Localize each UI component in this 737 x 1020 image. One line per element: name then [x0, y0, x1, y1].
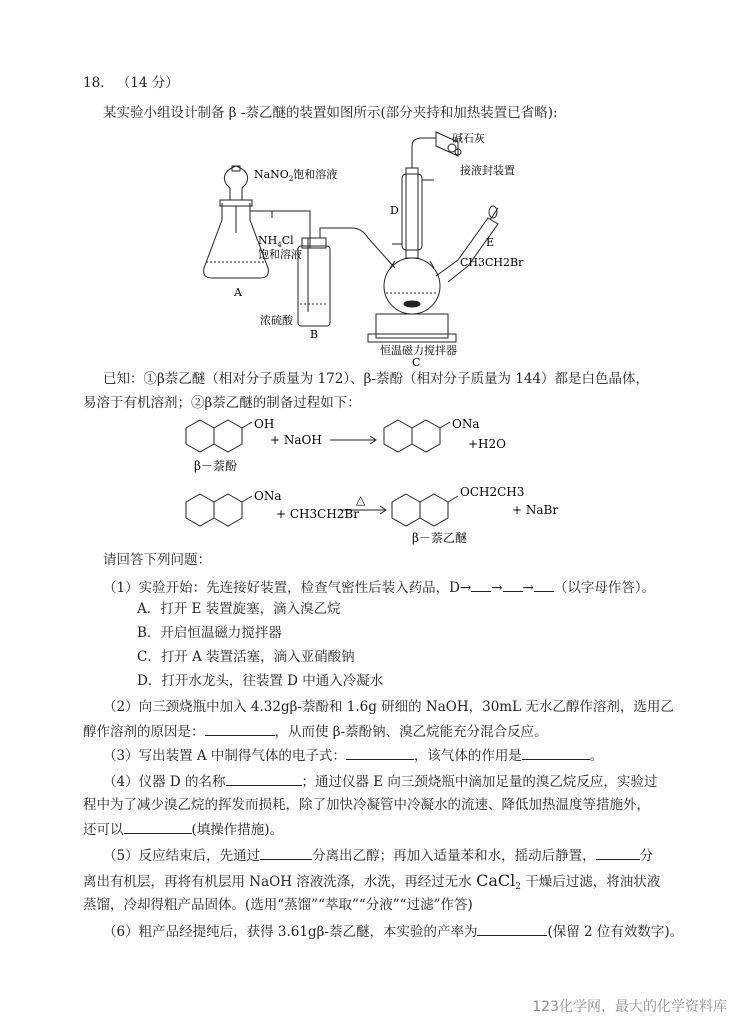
seal-label: 接液封装置 [460, 164, 515, 177]
stirrer-label: 恒温磁力搅拌器 [380, 344, 457, 357]
reaction-scheme [180, 412, 580, 548]
known-line-1: 已知：①β萘乙醚（相对分子质量为 172）、β-萘酚（相对分子质量为 144）都是白色晶体， [103, 371, 650, 387]
naphthyl-ether-structure [392, 494, 458, 526]
q1-blank-3[interactable] [534, 578, 554, 592]
known-line-2: 易溶于有机溶剂；②β萘乙醚的制备过程如下： [83, 395, 361, 411]
naphthyl-ether-label: β－萘乙醚 [412, 531, 467, 545]
q1-option-c: C．打开 A 装置活塞，滴入亚硝酸钠 [137, 649, 355, 665]
tube-b-c [320, 228, 395, 268]
nabr-label: + NaBr [512, 503, 559, 517]
site-footer: 123化学网，最大的化学资料库 [532, 999, 727, 1015]
q1-line: （1）实验开始：先连接好装置，检查气密性后装入药品，D→ → → （以字母作答）。 [103, 580, 656, 596]
water-label: +H2O [468, 437, 506, 451]
naoh-label: + NaOH [270, 433, 322, 447]
tube-a-b [250, 211, 272, 218]
question-intro: 某实验小组设计制备 β -萘乙醚的装置如图所示(部分夹持和加热装置已省略): [103, 105, 558, 121]
och2ch3-label: OCH2CH3 [460, 485, 525, 499]
label-d: D [390, 204, 399, 217]
nh4cl-label: $NH_4Cl$ [258, 234, 294, 249]
oh-label: OH [254, 417, 275, 431]
q5-line-1: （5）反应结束后，先通过 分离出乙醇；再加入适量苯和水，摇动后静置， 分 [103, 848, 654, 864]
q2-line-2: 醇作溶剂的原因是： ，从而使 β-萘酚钠、溴乙烷能充分混合反应。 [83, 724, 548, 740]
q1-option-b: B．开启恒温磁力搅拌器 [137, 625, 282, 641]
ona-label-1: ONa [452, 417, 480, 431]
q2-blank[interactable] [205, 722, 275, 736]
heat-label: △ [356, 493, 366, 507]
q1-blank-1[interactable] [471, 578, 491, 592]
acid-label: 浓硫酸 [260, 314, 293, 327]
q1-blank-2[interactable] [503, 578, 523, 592]
condenser-d [406, 168, 418, 258]
q4-line-2: 程中为了减少溴乙烷的挥发而损耗，除了加快冷凝管中冷凝水的流速、降低加热温度等措施外， [83, 797, 650, 813]
label-e: E [486, 236, 495, 249]
q4-blank-2[interactable] [124, 820, 192, 834]
q4-line-3: 还可以 (填操作措施)。 [83, 822, 284, 838]
q3-blank-2[interactable] [522, 746, 590, 760]
question-score: （14 分） [116, 75, 179, 91]
q5-blank-2[interactable] [596, 846, 640, 860]
sodium-naphthoxide-structure-2 [186, 494, 252, 526]
label-c: C [412, 356, 421, 369]
q5-blank-1[interactable] [260, 846, 312, 860]
q4-blank-1[interactable] [226, 772, 302, 786]
q1-option-a: A．打开 E 装置旋塞，滴入溴乙烷 [137, 601, 341, 617]
ethyl-bromide-label: + CH3CH2Br [276, 507, 359, 521]
question-number: 18. [83, 75, 105, 91]
nh4cl-solution-label: 饱和溶液 [258, 248, 302, 261]
q3-line: （3）写出装置 A 中制得气体的电子式： ，该气体的作用是 。 [103, 748, 604, 764]
question-header [83, 74, 179, 92]
q1-option-d: D．打开水龙头，往装置 D 中通入冷凝水 [137, 673, 384, 689]
sodium-naphthoxide-structure [384, 420, 450, 452]
q3-blank-1[interactable] [346, 746, 414, 760]
q2-line-1: （2）向三颈烧瓶中加入 4.32gβ-萘酚和 1.6g 研细的 NaOH，30mL 无水乙醇作溶剂，选用乙 [103, 699, 674, 715]
ona-label-2: ONa [254, 489, 282, 503]
beta-naphthol-label: β－萘酚 [194, 459, 237, 473]
q4-line-1: （4）仪器 D 的名称 ；通过仪器 E 向三颈烧瓶中滴加足量的溴乙烷反应，实验过 [103, 774, 658, 790]
naphthol-structure [186, 420, 252, 452]
q5-line-3: 蒸馏，冷却得粗产品固体。(选用“蒸馏”“萃取”“分液”“过滤”作答) [83, 897, 473, 913]
q5-line-2: 离出有机层，再将有机层用 NaOH 溶液洗涤，水洗，再经过无水 CaCl$_2$ 干燥后过滤，将油状液 [83, 871, 661, 892]
bottle-b [298, 246, 330, 326]
apparatus-diagram [190, 128, 550, 369]
dropping-funnel-e [436, 218, 498, 282]
ch3ch2br-label: CH3CH2Br [460, 256, 524, 269]
label-a: A [234, 286, 242, 299]
answer-prompt: 请回答下列问题： [103, 552, 211, 568]
q6-line: （6）粗产品经提纯后，获得 3.61gβ-萘乙醚，本实验的产率为 (保留 2 位有效数字)。 [103, 924, 684, 940]
q6-blank[interactable] [477, 922, 547, 936]
label-b: B [310, 328, 319, 341]
nano2-label: NaNO$_2$饱和溶液 [254, 168, 338, 183]
soda-lime-label: 碱石灰 [452, 132, 485, 145]
stopper-a [220, 200, 252, 206]
